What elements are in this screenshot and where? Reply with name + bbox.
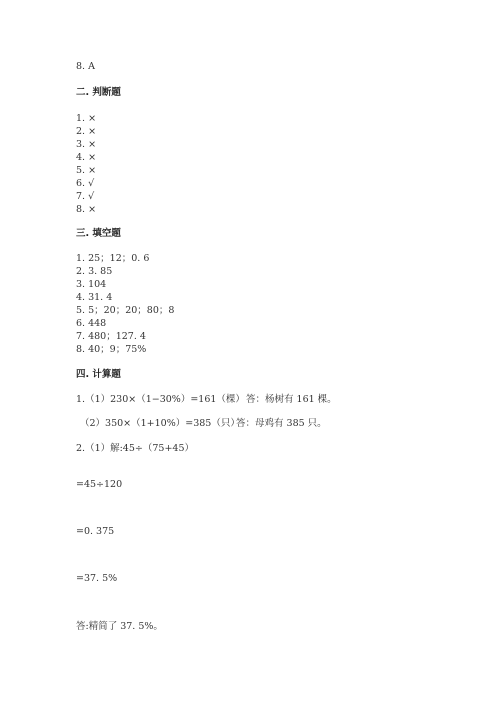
judge-item-1: 1. ×: [76, 113, 97, 124]
calc-q1-part1: 1.（1）230×（1−30%）=161（棵）: [76, 394, 245, 405]
calc-q2-line3: =0. 375: [76, 526, 115, 537]
judge-item-8: 8. ×: [76, 204, 97, 215]
judge-item-6: 6. √: [76, 178, 95, 189]
calc-q2-answer: 答:精简了 37. 5%。: [76, 621, 163, 632]
fill-item-7: 7. 480；127. 4: [76, 331, 146, 342]
calc-q2-line1: 2.（1）解:45÷（75+45）: [76, 443, 194, 454]
calc-q2-line2: =45÷120: [76, 479, 123, 490]
fill-item-3: 3. 104: [76, 279, 107, 290]
calc-q2-line4: =37. 5%: [76, 573, 118, 584]
section-2-heading: 二. 判断题: [76, 87, 121, 98]
judge-item-5: 5. ×: [76, 165, 97, 176]
judge-item-2: 2. ×: [76, 126, 97, 137]
calc-q1-part1-answer: 答：杨树有 161 棵。: [246, 394, 337, 405]
section-3-heading: 三. 填空题: [76, 228, 121, 239]
section-4-heading: 四. 计算题: [76, 369, 121, 380]
fill-item-6: 6. 448: [76, 318, 107, 329]
judge-item-7: 7. √: [76, 191, 95, 202]
calc-q1-part2: （2）350×（1+10%）=385（只）: [80, 418, 240, 429]
judge-item-4: 4. ×: [76, 152, 97, 163]
fill-item-2: 2. 3. 85: [76, 266, 113, 277]
fill-item-4: 4. 31. 4: [76, 292, 113, 303]
fill-item-1: 1. 25；12；0. 6: [76, 253, 150, 264]
calc-q1-part2-answer: 答：母鸡有 385 只。: [236, 418, 327, 429]
answer-8: 8. A: [76, 61, 95, 72]
judge-item-3: 3. ×: [76, 139, 97, 150]
fill-item-5: 5. 5；20；20；80；8: [76, 305, 175, 316]
fill-item-8: 8. 40；9；75%: [76, 344, 147, 355]
